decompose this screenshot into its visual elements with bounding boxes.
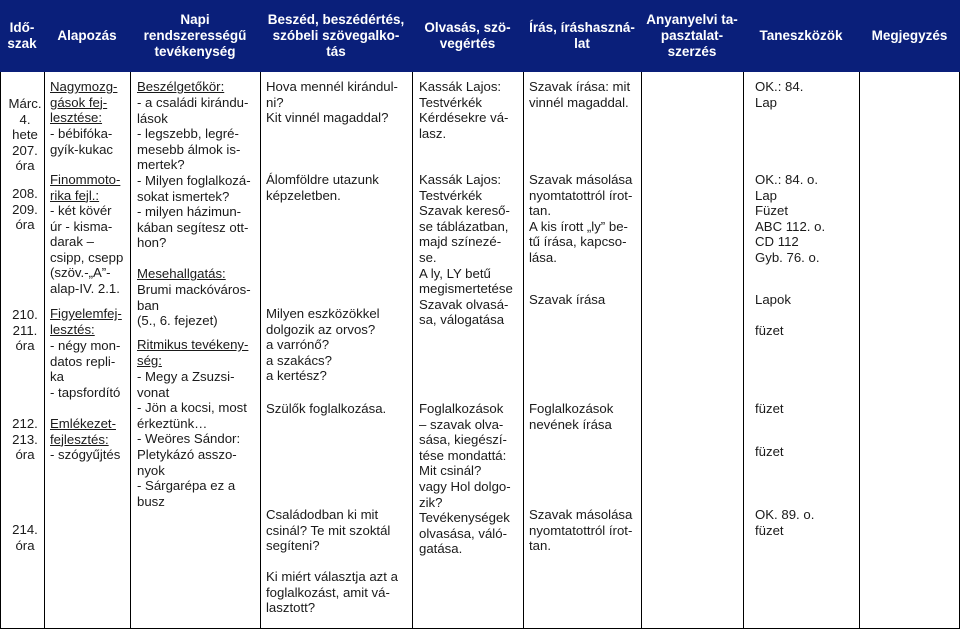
beszed-item: Szülők foglalkozása. bbox=[266, 401, 387, 416]
table-header bbox=[0, 0, 960, 72]
eszkoz-item: füzet bbox=[755, 401, 784, 416]
iras-item: Szavak másolása nyomtatottról írot- tan. A kis írott „ly” be- tű írása, kapcso- lása. bbox=[529, 172, 633, 265]
alapozas-item: - négy mon- datos repli- ka - tapsfordító bbox=[50, 338, 121, 400]
grid-line bbox=[859, 72, 860, 629]
header-megjegyzes: Megjegyzés bbox=[871, 28, 948, 43]
header-anyanyelvi: Anyanyelvi ta- pasztalat- szerzés bbox=[646, 12, 738, 59]
header-idoszak: Idő- szak bbox=[7, 20, 37, 51]
beszed-item: Családodban ki mit csinál? Te mit szoktál segíteni? bbox=[266, 507, 391, 554]
olvasas-item: Foglalkozások – szavak olva- sása, kiegészí- tése mondattá: Mit csinál? vagy Hol dolgo- zik? Tevékenységek olvasása, váló- gatása. bbox=[419, 401, 511, 557]
alapozas-item: - bébifóka- gyík-kukac bbox=[50, 126, 114, 157]
olvasas-item: Kassák Lajos: Testvérkék Kérdésekre vá- lasz. bbox=[419, 79, 509, 141]
header-alapozas: Alapozás bbox=[57, 28, 117, 43]
napi-item: - Megy a Zsuzsi- vonat - Jön a kocsi, most érkeztünk… - Weöres Sándor: Pletykázó asszo- nyok - Sárgarépa ez a busz bbox=[137, 369, 247, 509]
grid-line bbox=[0, 72, 1, 629]
eszkoz-item: OK.: 84. o. Lap Füzet ABC 112. o. CD 112 Gyb. 76. o. bbox=[755, 172, 826, 265]
napi-heading: Beszélgetőkör: bbox=[137, 79, 225, 94]
header-olvasas: Olvasás, szö- vegértés bbox=[424, 20, 511, 51]
header-taneszkozok: Taneszközök bbox=[759, 28, 843, 43]
alapozas-heading: Finommoto- rika fejl.: bbox=[50, 172, 121, 203]
eszkoz-item: OK.: 84. Lap bbox=[755, 79, 804, 110]
iras-item: Szavak írása bbox=[529, 292, 606, 307]
time-cell: 214. óra bbox=[12, 522, 38, 553]
alapozas-heading: Nagymozg- gások fej- lesztése: bbox=[50, 79, 118, 126]
iras-item: Szavak másolása nyomtatottról írot- tan. bbox=[529, 507, 633, 554]
iras-item: Szavak írása: mit vinnél magaddal. bbox=[529, 79, 631, 110]
time-cell: 208. 209. óra bbox=[12, 186, 38, 233]
grid-line bbox=[260, 72, 261, 629]
alapozas-item: - szógyűjtés bbox=[50, 447, 121, 462]
eszkoz-item: OK. 89. o. füzet bbox=[755, 507, 815, 538]
iras-item: Foglalkozások nevének írása bbox=[529, 401, 614, 432]
grid-line bbox=[44, 72, 45, 629]
grid-line bbox=[743, 72, 744, 629]
napi-item: Brumi mackóváros- ban (5., 6. fejezet) bbox=[137, 282, 251, 329]
olvasas-item: Kassák Lajos: Testvérkék Szavak kereső- se táblázatban, majd színezé- se. A ly, LY betű megismertetése Szavak olvasá- sa, válogatása bbox=[419, 172, 513, 328]
grid-line bbox=[412, 72, 413, 629]
alapozas-heading: Figyelemfej- lesztés: bbox=[50, 306, 122, 337]
header-napi: Napi rendszerességű tevékenység bbox=[143, 12, 247, 59]
grid-line bbox=[641, 72, 642, 629]
napi-item: - a családi kirándu- lások - legszebb, legré- mesebb álmok is- mertek? - Milyen foglalkozá- sokat ismertek? - milyen házimun- kában segítesz ott- hon? bbox=[137, 95, 251, 251]
napi-heading: Mesehallgatás: bbox=[137, 266, 226, 281]
beszed-item: Hova mennél kirándul- ni? Kit vinnél magaddal? bbox=[266, 79, 398, 126]
header-beszed: Beszéd, beszédértés, szóbeli szövegalko- tás bbox=[267, 12, 405, 59]
napi-heading: Ritmikus tevékeny- ség: bbox=[137, 337, 249, 368]
alapozas-heading: Emlékezet- fejlesztés: bbox=[50, 416, 116, 447]
beszed-item: Milyen eszközökkel dolgozik az orvos? a varrónő? a szakács? a kertész? bbox=[266, 306, 380, 384]
beszed-item: Ki miért választja azt a foglalkozást, amit vá- lasztott? bbox=[266, 569, 398, 616]
beszed-item: Álomföldre utazunk képzeletben. bbox=[266, 172, 379, 203]
header-iras: Írás, íráshaszná- lat bbox=[529, 20, 635, 51]
alapozas-item: - két kövér úr - kisma- darak – csipp, csepp (szöv.-„A”- alap-IV. 2.1. bbox=[50, 203, 124, 296]
time-cell: Márc. 4. hete 207. óra bbox=[8, 96, 42, 174]
grid-line bbox=[523, 72, 524, 629]
time-cell: 212. 213. óra bbox=[12, 416, 38, 463]
time-cell: 210. 211. óra bbox=[12, 307, 38, 354]
eszkoz-item: füzet bbox=[755, 444, 784, 459]
eszkoz-item: Lapok füzet bbox=[755, 292, 791, 339]
grid-line bbox=[130, 72, 131, 629]
